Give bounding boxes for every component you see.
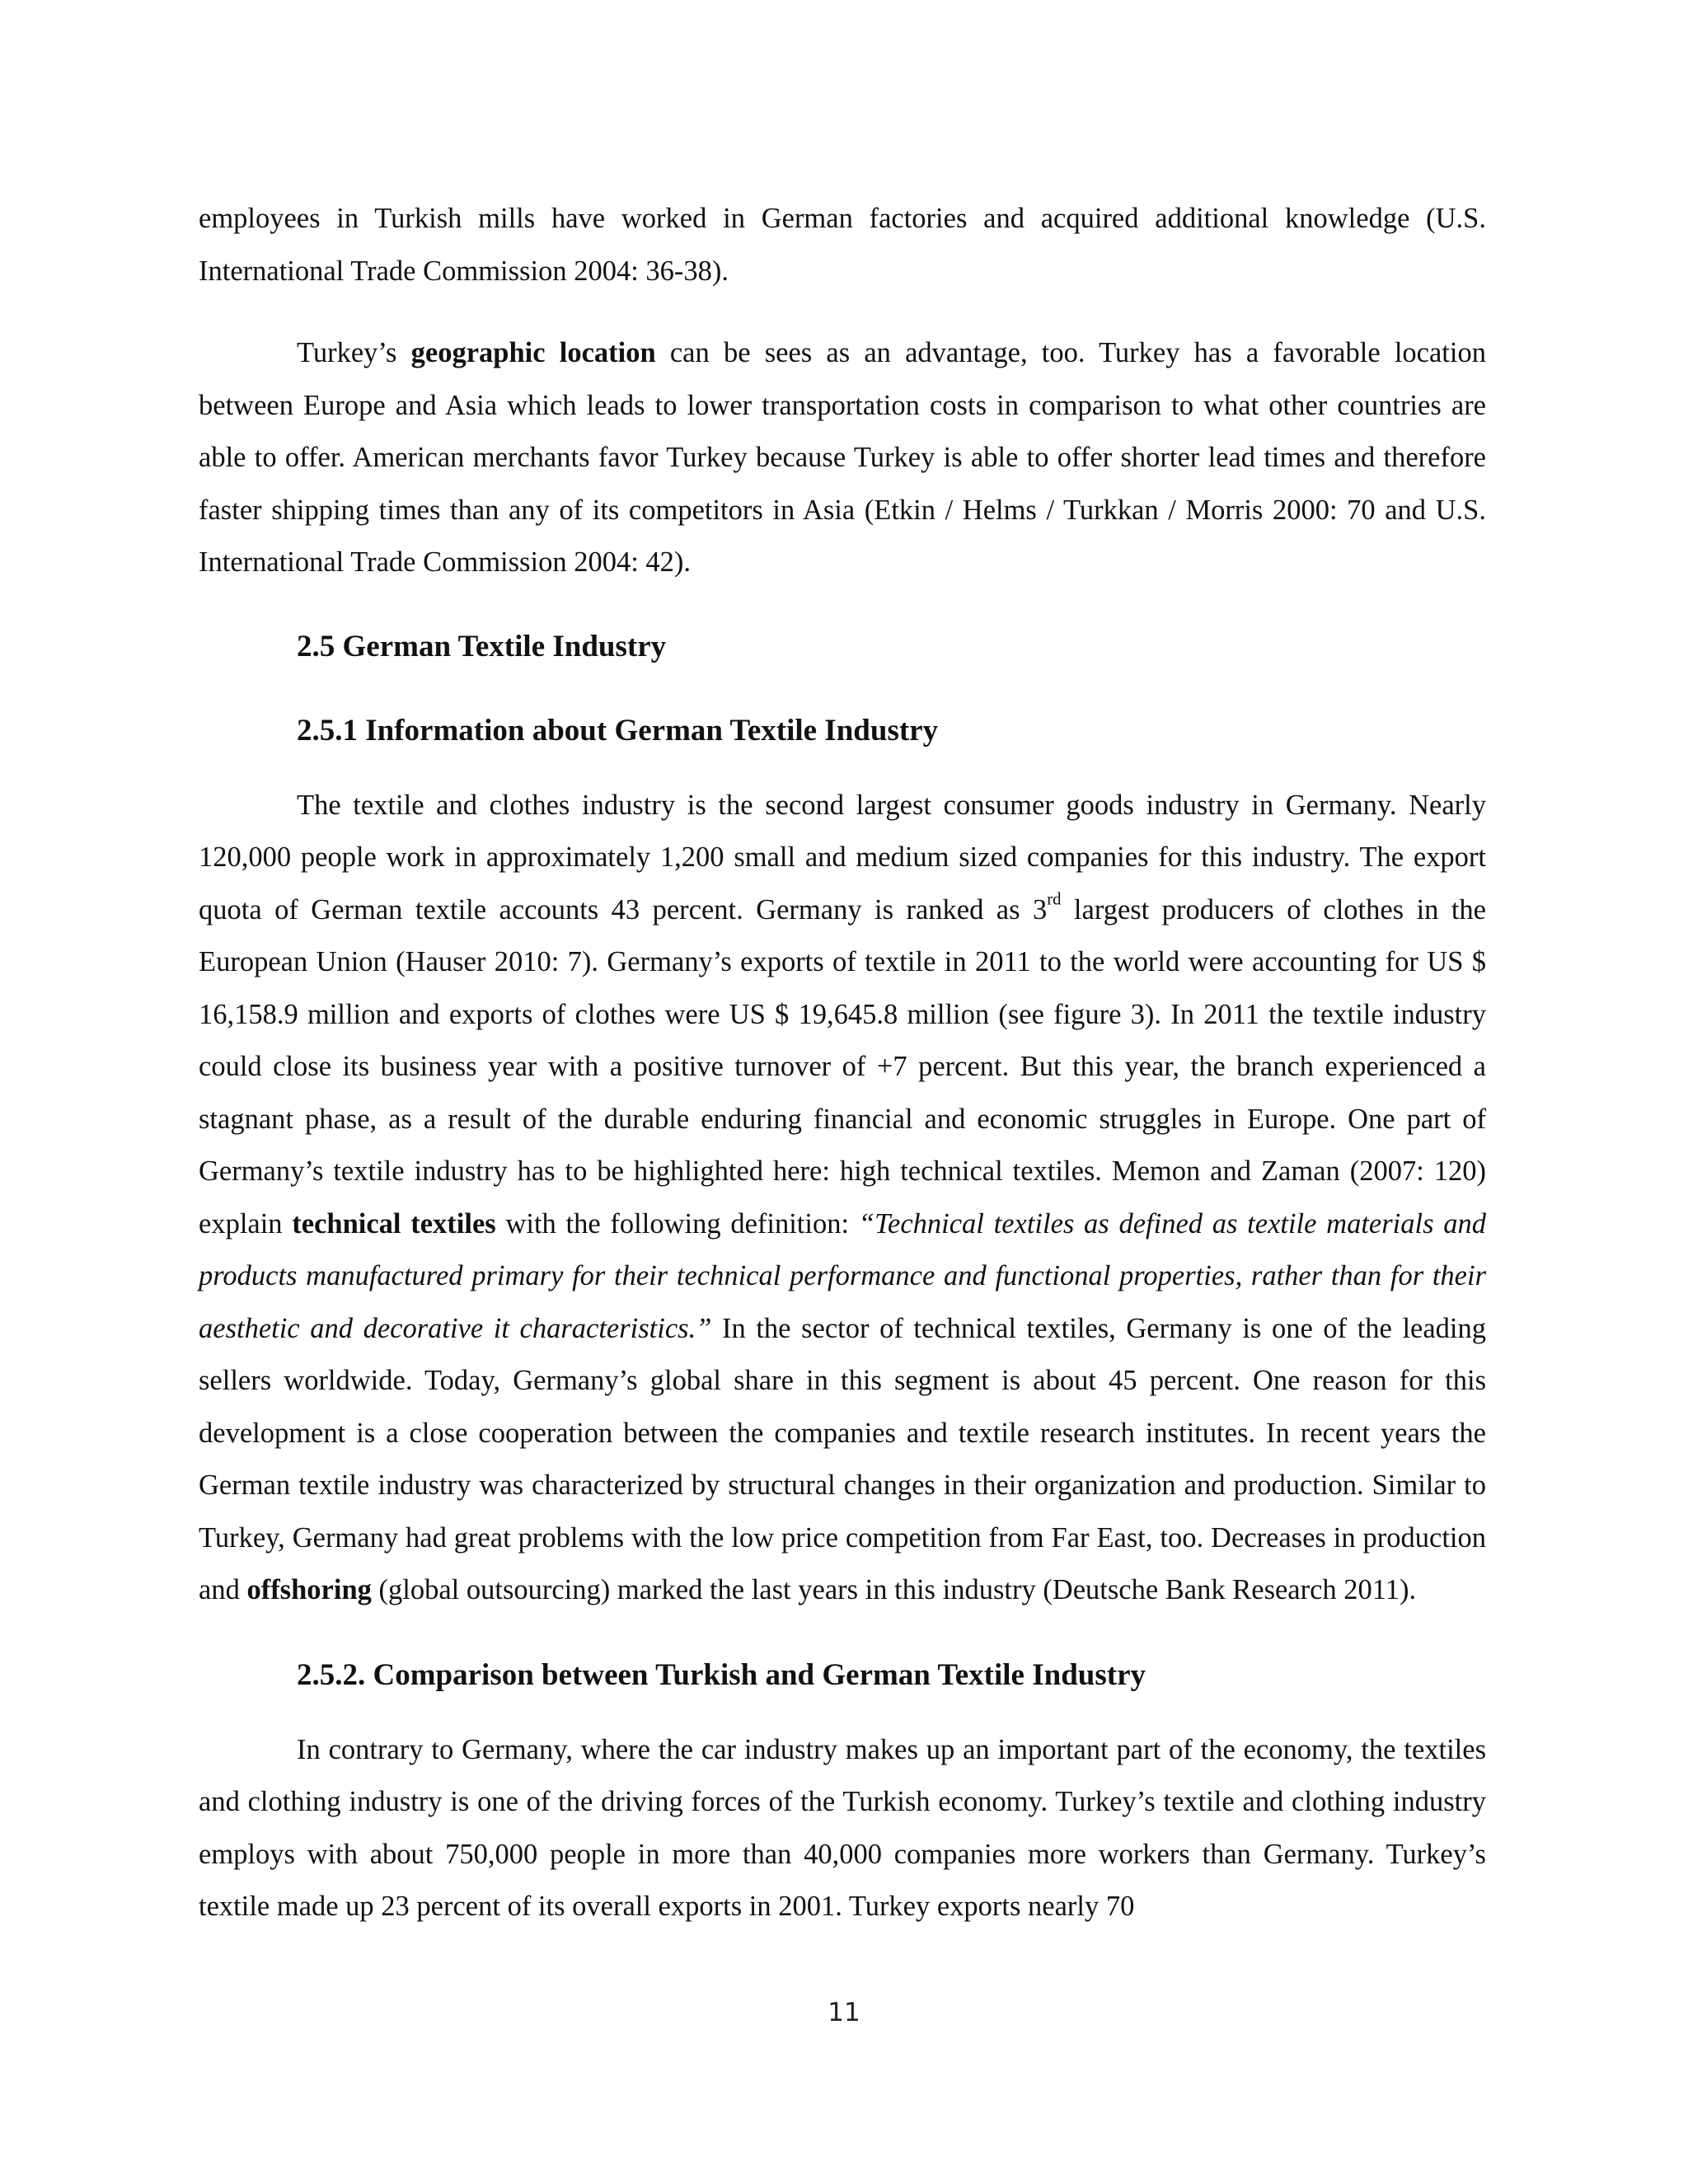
text-run: can be sees as an advantage, too. Turkey has a favorable location between Europe and Asia which leads to lower transportation costs in comparison to what other countries are able to offer. American merchants favor Turkey because Turkey is able to offer shorter lead times and therefore faster shipping times than any of its competitors in Asia (Etkin / Helms / Turkkan / Morris 2000: 70 and U.S. International Trade Commission 2004: 42). [199, 337, 1486, 578]
paragraph-geographic-location [199, 327, 1486, 589]
paragraph-continuation: employees in Turkish mills have worked in German factories and acquired additional knowledge (U.S. International Trade Commission 2004: 36-38). [199, 203, 1486, 287]
text-run: with the following definition: [495, 1207, 859, 1240]
paragraph-comparison: In contrary to Germany, where the car industry makes up an important part of the economy, the textiles and clothing industry is one of the driving forces of the Turkish economy. Turkey’s textile and clothing industry employs with about 750,000 people in more than 40,000 companies more workers than Germany. Turkey’s textile made up 23 percent of its overall exports in 2001. Turkey exports nearly 70 [199, 1733, 1486, 1922]
page-number: 11 [828, 1998, 860, 2027]
superscript-ordinal: rd [1047, 889, 1062, 908]
section-heading-2-5-1: 2.5.1 Information about German Textile Industry [297, 713, 939, 748]
text-run: Turkey’s [297, 337, 411, 368]
text-run: largest producers of clothes in the European Union (Hauser 2010: 7). Germany’s exports of textile in 2011 to the world were accounting for US $ 16,158.9 million and exports of clothes were US $ 19,645.8 million (see figure 3). In 2011 the textile industry could close its business year with a positive turnover of +7 percent. But this year, the branch experienced a stagnant phase, as a result of the durable enduring financial and economic struggles in Europe. One part of Germany’s textile industry has to be highlighted here: high technical textiles. Memon and Zaman (2007: 120) explain [199, 893, 1486, 1240]
text-run: In the sector of technical textiles, Germany is one of the leading sellers worldwide. Today, Germany’s global share in this segment is about 45 percent. One reason for this development is a close cooperation between the companies and textile research institutes. In recent years the German textile industry was characterized by structural changes in their organization and production. Similar to Turkey, Germany had great problems with the low price competition from Far East, too. Decreases in production and [199, 1312, 1486, 1605]
document-page [199, 193, 1486, 1933]
bold-term-technical-textiles: technical textiles [292, 1207, 496, 1240]
quoted-definition: “Technical textiles as defined as textile materials and products manufactured primary for their technical performance and functional properties, rather than for their aesthetic and decorative it characteristics.” [199, 1207, 1487, 1344]
paragraph-german-textile-industry [199, 780, 1486, 1617]
text-run: The textile and clothes industry is the second largest consumer goods industry in Germany. Nearly 120,000 people work in approximately 1,200 small and medium sized companies for this industry. The export quota of German textile accounts 43 percent. Germany is ranked as 3 [199, 789, 1486, 926]
text-run: (global outsourcing) marked the last years in this industry (Deutsche Bank Research 2011). [371, 1574, 1417, 1605]
section-heading-2-5: 2.5 German Textile Industry [297, 629, 667, 663]
bold-term-offshoring: offshoring [246, 1574, 372, 1605]
section-heading-2-5-2: 2.5.2. Comparison between Turkish and German Textile Industry [297, 1657, 1146, 1692]
bold-term-geographic-location: geographic location [410, 337, 656, 368]
